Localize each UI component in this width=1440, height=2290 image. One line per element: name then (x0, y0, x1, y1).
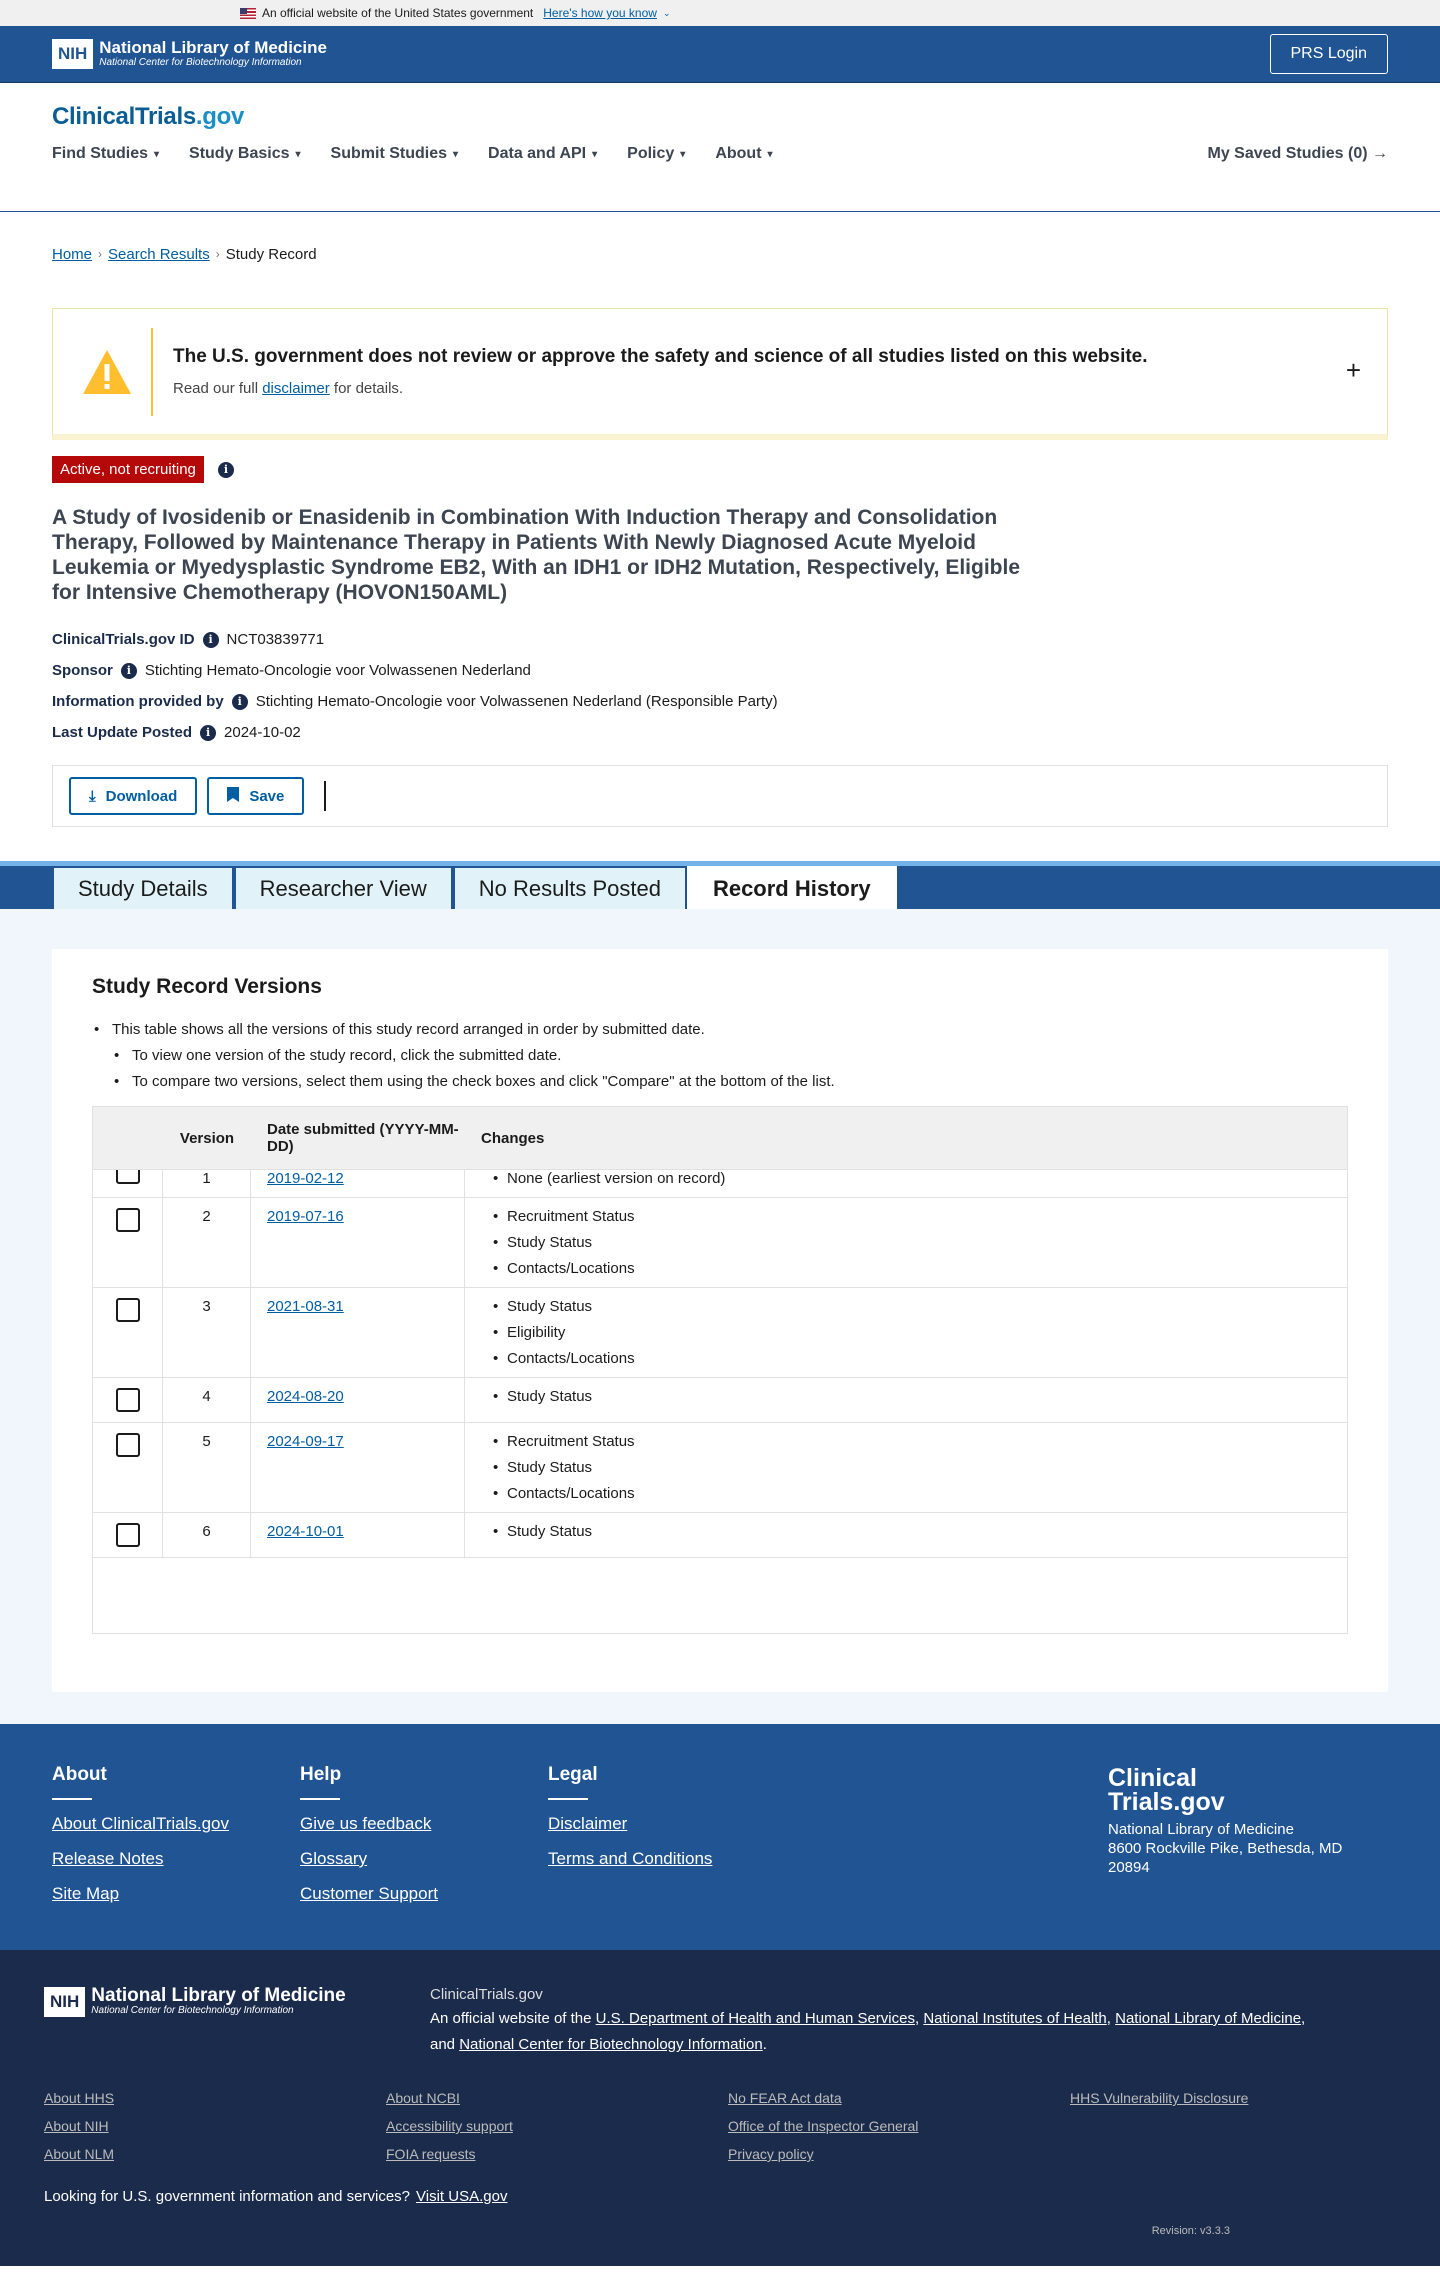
status-badge: Active, not recruiting (52, 456, 204, 483)
version-checkbox[interactable] (116, 1169, 140, 1184)
info-icon[interactable]: i (218, 462, 234, 478)
table-row (93, 1197, 1347, 1287)
alert-divider (151, 328, 153, 416)
usa-gov-link[interactable]: Visit USA.gov (416, 2188, 508, 2205)
table-header (93, 1107, 1347, 1169)
footer2-site: ClinicalTrials.gov (430, 1986, 543, 2003)
nih-logo-sub: National Center for Biotechnology Information (99, 57, 302, 68)
sponsor-value: Stichting Hemato-Oncologie voor Volwassenen Nederland (144, 662, 531, 679)
disclaimer-heading: The U.S. government does not review or approve the safety and science of all studies listed on this website. (173, 346, 1148, 367)
disclaimer-text (173, 380, 1148, 397)
nlm-footer-logo[interactable] (44, 1982, 430, 2022)
footer2-link[interactable]: Office of the Inspector General (728, 2118, 919, 2134)
footer2-link[interactable]: About NCBI (386, 2090, 460, 2106)
changes-cell (465, 1423, 1347, 1512)
breadcrumb (0, 212, 1440, 274)
footer-link[interactable]: Release Notes (52, 1849, 164, 1868)
sponsor-label: Sponsor (52, 662, 113, 679)
footer-link[interactable]: Disclaimer (548, 1814, 628, 1833)
footer-link[interactable]: Terms and Conditions (548, 1849, 713, 1868)
change-item: • Study Status (481, 1388, 1347, 1405)
tab-study-details[interactable]: Study Details (52, 866, 234, 909)
table-row (93, 1422, 1347, 1512)
save-label: Save (249, 787, 285, 805)
footer-link[interactable]: Glossary (300, 1849, 368, 1868)
footer-about (52, 1764, 300, 1950)
download-label: Download (105, 787, 178, 805)
saved-label: My Saved Studies (0) (1207, 145, 1368, 162)
nav-label: Study Basics (189, 145, 290, 162)
disclaimer-link[interactable]: disclaimer (262, 380, 330, 397)
nav-study-basics[interactable] (189, 145, 301, 163)
nav-data-and-api[interactable] (488, 145, 597, 163)
nav-label: About (715, 145, 762, 162)
save-button[interactable] (207, 777, 304, 815)
site-logo-b: .gov (195, 103, 245, 130)
versions-panel (52, 949, 1388, 1692)
nav-find-studies[interactable] (52, 145, 159, 163)
footer2-link[interactable]: About NIH (44, 2118, 109, 2134)
version-number: 6 (163, 1513, 251, 1557)
study-tabs (0, 861, 1440, 909)
footer2-empty (1070, 2118, 1412, 2134)
versions-instructions (92, 1021, 1348, 1090)
table-footer (93, 1557, 1347, 1633)
header-version: Version (179, 1129, 235, 1147)
version-number: 2 (163, 1198, 251, 1287)
footer2-link[interactable]: No FEAR Act data (728, 2090, 842, 2106)
nih-logo-sub: National Center for Biotechnology Information (91, 2005, 294, 2016)
chevron-down-icon: ⌄ (662, 7, 671, 18)
footer-link[interactable]: About ClinicalTrials.gov (52, 1814, 229, 1833)
footer-brand (1108, 1764, 1388, 1950)
nav-policy[interactable] (627, 145, 685, 163)
change-item: • Eligibility (481, 1324, 1347, 1341)
changes-cell (465, 1513, 1347, 1557)
hhs-link[interactable]: U.S. Department of Health and Human Services (595, 2010, 915, 2027)
footer-heading: Help (300, 1764, 342, 1785)
site-logo[interactable] (52, 103, 1388, 131)
warning-icon (81, 348, 133, 396)
chevron-right-icon: › (98, 247, 103, 261)
version-checkbox[interactable] (116, 1298, 140, 1322)
main-nav (52, 145, 1388, 163)
tab-no-results-posted[interactable]: No Results Posted (453, 866, 687, 909)
chevron-down-icon: ▾ (767, 148, 773, 160)
disclaimer-alert (52, 308, 1388, 440)
footer-logo-a: Clinical (1108, 1764, 1197, 1792)
list-item: • This table shows all the versions of this study record arranged in order by submitted date. (92, 1021, 1348, 1038)
version-date-link[interactable]: 2024-08-20 (267, 1388, 344, 1405)
study-meta (0, 605, 1440, 741)
table-row (93, 1287, 1347, 1377)
nih-logo-mark: NIH (52, 39, 93, 69)
table-row (93, 1377, 1347, 1422)
footer-address (1108, 1820, 1388, 1877)
info-icon[interactable]: i (203, 632, 219, 648)
changes-cell (465, 1198, 1347, 1287)
change-item: • Contacts/Locations (481, 1350, 1347, 1367)
heres-how-you-know-link[interactable]: Here's how you know (543, 6, 657, 20)
heading-underline (52, 1798, 92, 1800)
study-title: A Study of Ivosidenib or Enasidenib in Combination With Induction Therapy and Consolidation Therapy, Followed by Maintenance Therapy in Patients With Newly Diagnosed Acute Myeloid Leukemia or Myedysplastic Syndrome EB2, With an IDH1 or IDH2 Mutation, Respectively, Eligible for Intensive Chemotherapy (HOVON150AML) (52, 506, 1020, 604)
info-icon[interactable]: i (121, 663, 137, 679)
version-number: 4 (163, 1378, 251, 1422)
chevron-right-icon: › (215, 247, 220, 261)
change-item: • Study Status (481, 1234, 1347, 1251)
tab-researcher-view[interactable]: Researcher View (234, 866, 453, 909)
chevron-down-icon: ▾ (680, 148, 686, 160)
site-header (0, 83, 1440, 212)
site-footer (0, 1724, 1440, 1950)
version-date-link[interactable]: 2024-10-01 (267, 1523, 344, 1540)
gov-banner-text: An official website of the United States government (262, 6, 534, 20)
version-checkbox[interactable] (116, 1208, 140, 1232)
footer2-link[interactable]: HHS Vulnerability Disclosure (1070, 2090, 1249, 2106)
nih-logo[interactable] (52, 39, 327, 69)
version-checkbox[interactable] (116, 1433, 140, 1457)
change-item: • Contacts/Locations (481, 1485, 1347, 1502)
address-line: 20894 (1108, 1859, 1150, 1876)
address-line: National Library of Medicine (1108, 1821, 1294, 1838)
list-item: • To view one version of the study record, click the submitted date. (112, 1047, 1348, 1064)
table-row (93, 1169, 1347, 1197)
info-icon[interactable]: i (200, 725, 216, 741)
checkbox-cell (93, 1513, 163, 1557)
nav-about[interactable] (715, 145, 772, 163)
footer-heading: About (52, 1764, 107, 1785)
header-date: Date submitted (YYYY-MM-DD) (267, 1121, 459, 1155)
site-logo-a: ClinicalTrials (52, 103, 196, 130)
nav-label: Policy (627, 145, 675, 162)
change-item: • Study Status (481, 1523, 1347, 1540)
nih-logo-name: National Library of Medicine (91, 1985, 346, 2006)
breadcrumb-search-results[interactable]: Search Results (108, 245, 210, 263)
my-saved-studies-link[interactable] (1208, 145, 1389, 163)
tab-record-history[interactable]: Record History (687, 866, 897, 909)
versions-heading: Study Record Versions (92, 975, 322, 998)
nlm-link[interactable]: National Library of Medicine (1115, 2010, 1302, 2027)
checkbox-cell (93, 1170, 163, 1197)
breadcrumb-current: Study Record (225, 245, 317, 263)
id-label: ClinicalTrials.gov ID (52, 631, 195, 648)
date-cell (251, 1170, 465, 1197)
change-item: • Recruitment Status (481, 1208, 1347, 1225)
text-cursor (324, 781, 326, 811)
changes-cell (465, 1378, 1347, 1422)
change-item: • Contacts/Locations (481, 1260, 1347, 1277)
table-row (93, 1512, 1347, 1557)
version-checkbox[interactable] (116, 1523, 140, 1547)
usa-text: Looking for U.S. government information and services? (44, 2188, 411, 2205)
statement-text: An official website of the (430, 2010, 596, 2027)
footer-link[interactable]: Customer Support (300, 1884, 438, 1903)
footer2-link[interactable]: About HHS (44, 2090, 115, 2106)
footer2-links (44, 2090, 1396, 2162)
change-item: • Study Status (481, 1298, 1347, 1315)
info-provided-value: Stichting Hemato-Oncologie voor Volwassenen Nederland (Responsible Party) (255, 693, 778, 710)
version-date-link[interactable]: 2021-08-31 (267, 1298, 344, 1315)
nih-header (0, 26, 1440, 83)
bookmark-icon (227, 787, 239, 806)
revision-text: Revision: v3.3.3 (1151, 2225, 1230, 2237)
chevron-down-icon: ▾ (592, 148, 598, 160)
date-cell (251, 1198, 465, 1287)
nct-id: NCT03839771 (226, 631, 325, 648)
nav-label: Find Studies (52, 145, 148, 162)
footer-legal (548, 1764, 796, 1950)
date-cell (251, 1288, 465, 1377)
version-checkbox[interactable] (116, 1388, 140, 1412)
chevron-down-icon: ▾ (453, 148, 459, 160)
version-date-link[interactable]: 2024-09-17 (267, 1433, 344, 1450)
version-date-link[interactable]: 2019-02-12 (267, 1170, 344, 1187)
footer-help (300, 1764, 548, 1950)
nih-link[interactable]: National Institutes of Health (923, 2010, 1107, 2027)
status-row (0, 440, 1440, 483)
footer-heading: Legal (548, 1764, 598, 1785)
version-number: 3 (163, 1288, 251, 1377)
checkbox-cell (93, 1288, 163, 1377)
list-item: • To compare two versions, select them using the check boxes and click "Compare" at the bottom of the list. (112, 1073, 1348, 1090)
change-item: • None (earliest version on record) (481, 1170, 1347, 1187)
last-update-value: 2024-10-02 (224, 724, 301, 741)
footer-logo[interactable] (1108, 1766, 1388, 1814)
change-item: • Recruitment Status (481, 1433, 1347, 1450)
change-item: • Study Status (481, 1459, 1347, 1476)
breadcrumb-home[interactable]: Home (52, 245, 93, 263)
header-changes: Changes (481, 1129, 545, 1147)
ncbi-link[interactable]: National Center for Biotechnology Information (459, 2036, 763, 2053)
nav-label: Submit Studies (330, 145, 447, 162)
official-statement: ClinicalTrials.gov An official website of the U.S. Department of Health and Human Services, National Institutes of Health, National Library of Medicine, and National Center for Biotechnology Information. (430, 1982, 1305, 2058)
nih-logo-mark: NIH (44, 1987, 85, 2017)
footer-link[interactable]: Give us feedback (300, 1814, 432, 1833)
gov-banner (0, 0, 1440, 26)
version-date-link[interactable]: 2019-07-16 (267, 1208, 344, 1225)
disclaimer-post: for details. (329, 380, 404, 397)
chevron-down-icon: ▾ (154, 148, 160, 160)
expand-plus-icon[interactable]: + (1345, 355, 1361, 385)
version-number: 5 (163, 1423, 251, 1512)
info-provided-label: Information provided by (52, 693, 224, 710)
actions-bar (52, 765, 1388, 827)
footer-logo-b: Trials.gov (1108, 1788, 1225, 1816)
date-cell (251, 1423, 465, 1512)
nav-submit-studies[interactable] (331, 145, 458, 163)
download-icon: ⤓ (89, 787, 96, 805)
changes-cell (465, 1288, 1347, 1377)
date-cell (251, 1378, 465, 1422)
download-button[interactable] (69, 777, 197, 815)
version-number: 1 (163, 1170, 251, 1197)
versions-table (92, 1106, 1348, 1634)
nav-label: Data and API (488, 145, 587, 162)
nih-logo-name: National Library of Medicine (99, 38, 327, 57)
footer2-link[interactable]: About NLM (44, 2146, 115, 2162)
checkbox-cell (93, 1423, 163, 1512)
info-icon[interactable]: i (232, 694, 248, 710)
disclaimer-pre: Read our full (173, 380, 263, 397)
footer2-link[interactable]: FOIA requests (386, 2146, 476, 2162)
footer2-link[interactable]: Privacy policy (728, 2146, 814, 2162)
last-update-label: Last Update Posted (52, 724, 193, 741)
versions-section (0, 909, 1440, 1724)
heading-underline (548, 1798, 588, 1800)
prs-login-button[interactable]: PRS Login (1270, 34, 1389, 74)
checkbox-cell (93, 1378, 163, 1422)
footer-link[interactable]: Site Map (52, 1884, 120, 1903)
us-flag-icon (240, 8, 256, 19)
address-line: 8600 Rockville Pike, Bethesda, MD (1108, 1840, 1343, 1857)
date-cell (251, 1513, 465, 1557)
changes-cell (465, 1170, 1347, 1197)
chevron-down-icon: ▾ (295, 148, 301, 160)
footer2-link[interactable]: Accessibility support (386, 2118, 513, 2134)
arrow-right-icon: → (1367, 145, 1388, 162)
nlm-footer (0, 1950, 1440, 2266)
usa-gov-line (44, 2188, 1396, 2205)
heading-underline (300, 1798, 340, 1800)
checkbox-cell (93, 1198, 163, 1287)
